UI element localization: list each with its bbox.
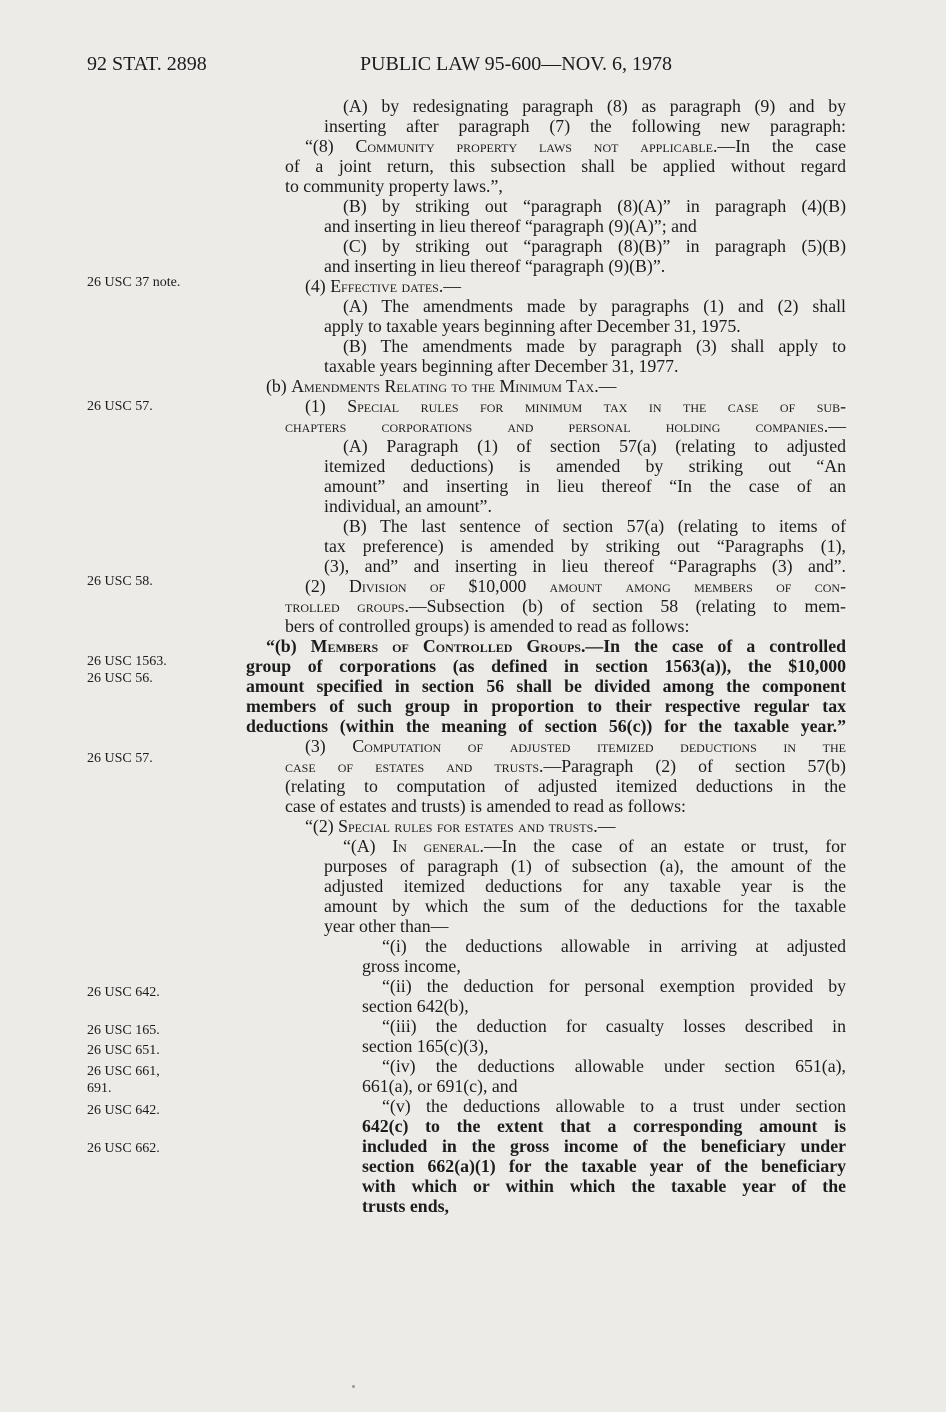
margin-note: 26 USC 58.	[87, 574, 153, 589]
text-line: “(iv) the deductions allowable under section 651(a),	[382, 1056, 846, 1076]
margin-note: 26 USC 642.	[87, 985, 160, 1000]
text-line: (3), and” and inserting in lieu thereof “Paragraphs (3) and”.	[324, 556, 846, 576]
page-reference: 92 STAT. 2898	[87, 53, 207, 75]
margin-note: 26 USC 662.	[87, 1141, 160, 1156]
text-line: members of such group in proportion to their respective regular tax	[246, 696, 846, 716]
text-line: (2) Division of $10,000 amount among members of con-	[305, 576, 846, 596]
text-line: (A) by redesignating paragraph (8) as paragraph (9) and by	[343, 96, 846, 116]
text-line: “(2) Special rules for estates and trusts.—	[305, 816, 616, 836]
text-line: “(i) the deductions allowable in arriving at adjusted	[382, 936, 846, 956]
text-line: “(A) In general.—In the case of an estate or trust, for	[343, 836, 846, 856]
text-line: (A) The amendments made by paragraphs (1) and (2) shall	[343, 296, 846, 316]
text-line: apply to taxable years beginning after December 31, 1975.	[324, 316, 741, 336]
text-line: (B) The last sentence of section 57(a) (relating to items of	[343, 516, 846, 536]
text-line: and inserting in lieu thereof “paragraph (9)(A)”; and	[324, 216, 697, 236]
text-line: amount by which the sum of the deductions for the taxable	[324, 896, 846, 916]
text-line: “(b) Members of Controlled Groups.—In the case of a controlled	[266, 636, 846, 656]
text-line: individual, an amount”.	[324, 496, 492, 516]
law-title: PUBLIC LAW 95-600—NOV. 6, 1978	[359, 53, 673, 75]
text-line: (3) Computation of adjusted itemized deductions in the	[305, 736, 846, 756]
text-line: section 165(c)(3),	[362, 1036, 489, 1056]
subsection-heading: Community property laws not applicable.	[355, 136, 718, 156]
margin-note: 691.	[87, 1081, 112, 1096]
subsection-heading: Members of Controlled Groups.	[310, 636, 586, 656]
text-line: (1) Special rules for minimum tax in the case of sub-	[305, 396, 847, 416]
text-line: “(v) the deductions allowable to a trust under section	[382, 1096, 846, 1116]
subsection-heading: Amendments Relating to the Minimum Tax.	[291, 376, 599, 396]
text-line: 661(a), or 691(c), and	[362, 1076, 518, 1096]
text-line: “(8) Community property laws not applicable.—In the case	[305, 136, 846, 156]
paragraph-heading: chapters corporations and personal holding companies.	[285, 416, 829, 436]
text-line: (B) by striking out “paragraph (8)(A)” in paragraph (4)(B)	[343, 196, 846, 216]
margin-note: 26 USC 57.	[87, 399, 153, 414]
paragraph-heading: trolled groups.	[285, 596, 409, 616]
text-line: deductions (within the meaning of section 56(c)) for the taxable year.”	[246, 716, 846, 736]
paragraph-heading: Division of $10,000 amount among members of con-	[349, 576, 846, 596]
text-line: with which or within which the taxable year of the	[362, 1176, 846, 1196]
text-line: section 662(a)(1) for the taxable year of the beneficiary	[362, 1156, 846, 1176]
text-line: and inserting in lieu thereof “paragraph (9)(B)”.	[324, 256, 666, 276]
text-line: to community property laws.”,	[285, 176, 503, 196]
text-line: “(ii) the deduction for personal exemption provided by	[382, 976, 846, 996]
text-line: inserting after paragraph (7) the following new paragraph:	[324, 116, 846, 136]
text-line: case of estates and trusts.—Paragraph (2) of section 57(b)	[285, 756, 846, 776]
text-line: trusts ends,	[362, 1196, 449, 1216]
text-line: included in the gross income of the beneficiary under	[362, 1136, 846, 1156]
page-speck	[352, 1385, 355, 1388]
text-line: trolled groups.—Subsection (b) of section 58 (relating to mem-	[285, 596, 846, 616]
margin-note: 26 USC 165.	[87, 1023, 160, 1038]
margin-note: 26 USC 651.	[87, 1043, 160, 1058]
text-line: amount” and inserting in lieu thereof “In the case of an	[324, 476, 846, 496]
text-line: section 642(b),	[362, 996, 469, 1016]
text-line: tax preference) is amended by striking out “Paragraphs (1),	[324, 536, 846, 556]
law-title-wrap	[0, 53, 946, 76]
text-line: purposes of paragraph (1) of subsection (a), the amount of the	[324, 856, 846, 876]
text-line: “(iii) the deduction for casualty losses described in	[382, 1016, 846, 1036]
paragraph-heading: Special rules for estates and trusts.	[338, 816, 598, 836]
paragraph-heading: In general.	[392, 836, 484, 856]
text-line: taxable years beginning after December 31, 1977.	[324, 356, 679, 376]
margin-note: 26 USC 56.	[87, 671, 153, 686]
text-line: adjusted itemized deductions for any taxable year is the	[324, 876, 846, 896]
text-line: (4) Effective dates.—	[305, 276, 462, 296]
text-line: gross income,	[362, 956, 461, 976]
text-line: chapters corporations and personal holding companies.—	[285, 416, 846, 436]
margin-note: 26 USC 37 note.	[87, 275, 181, 290]
text-line: (b) Amendments Relating to the Minimum Tax.—	[266, 376, 617, 396]
paragraph-heading: Effective dates.	[330, 276, 444, 296]
text-line: (A) Paragraph (1) of section 57(a) (relating to adjusted	[343, 436, 846, 456]
paragraph-heading: Computation of adjusted itemized deductions in the	[352, 736, 846, 756]
text-line: group of corporations (as defined in section 1563(a)), the $10,000	[246, 656, 846, 676]
margin-note: 26 USC 642.	[87, 1103, 160, 1118]
text-line: (relating to computation of adjusted itemized deductions in the	[285, 776, 846, 796]
text-line: 642(c) to the extent that a corresponding amount is	[362, 1116, 846, 1136]
paragraph-heading: case of estates and trusts.	[285, 756, 544, 776]
text-line: itemized deductions) is amended by striking out “An	[324, 456, 846, 476]
text-line: amount specified in section 56 shall be divided among the component	[246, 676, 846, 696]
margin-note: 26 USC 57.	[87, 751, 153, 766]
margin-note: 26 USC 1563.	[87, 654, 167, 669]
text-line: year other than—	[324, 916, 449, 936]
text-line: (C) by striking out “paragraph (8)(B)” in paragraph (5)(B)	[343, 236, 846, 256]
margin-note: 26 USC 661,	[87, 1064, 160, 1079]
text-line: bers of controlled groups) is amended to read as follows:	[285, 616, 690, 636]
paragraph-heading: Special rules for minimum tax in the case of sub-	[347, 396, 847, 416]
text-line: of a joint return, this subsection shall be applied without regard	[285, 156, 846, 176]
text-line: (B) The amendments made by paragraph (3) shall apply to	[343, 336, 846, 356]
text-line: case of estates and trusts) is amended to read as follows:	[285, 796, 686, 816]
